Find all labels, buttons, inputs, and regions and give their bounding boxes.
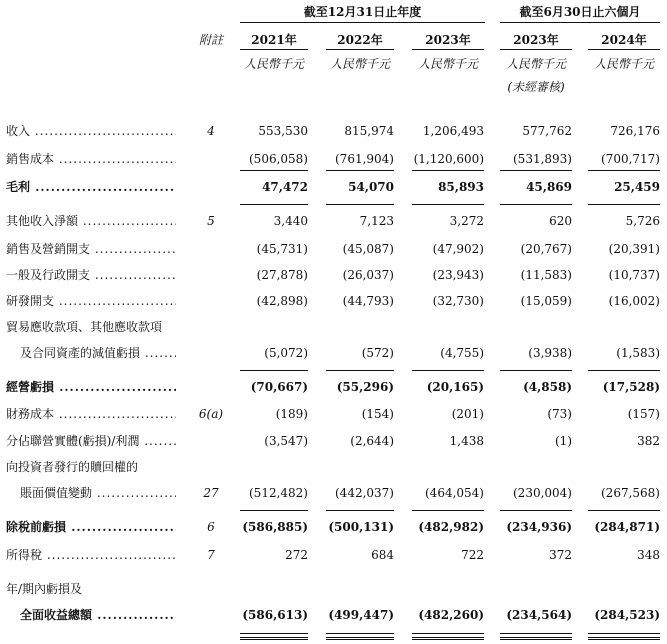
- row-value: (267,568): [601, 486, 660, 500]
- row-value: (17,528): [602, 380, 660, 394]
- row-value: (10,737): [608, 268, 660, 282]
- row-label: 年/期內虧損及: [6, 582, 83, 596]
- row-value: [496, 317, 572, 337]
- row-value: [236, 579, 308, 599]
- row-value: 45,869: [526, 180, 572, 194]
- table-row: [0, 177, 667, 197]
- row-value: [236, 317, 308, 337]
- row-note: 6(a): [198, 407, 224, 421]
- row-value: 553,530: [258, 124, 308, 138]
- row-label: 銷售成本 .....: [6, 149, 176, 169]
- row-value: 815,974: [344, 124, 394, 138]
- total-rule: [500, 370, 572, 371]
- row-value: (154): [361, 407, 394, 421]
- row-value: (20,391): [608, 242, 660, 256]
- table-row: [0, 239, 667, 259]
- row-value: 3,272: [449, 214, 484, 228]
- total-rule: [588, 639, 660, 640]
- row-label: 一般及行政開支 .....: [6, 265, 176, 285]
- total-rule: [412, 204, 484, 205]
- row-value: 620: [549, 214, 572, 228]
- row-note: 7: [207, 548, 215, 562]
- row-value: (506,058): [249, 152, 308, 166]
- total-rule: [588, 170, 660, 171]
- unit-label: 人民幣千元: [505, 57, 566, 71]
- row-value: [584, 457, 660, 477]
- table-row: [0, 121, 667, 141]
- note-column-header: 附註: [198, 33, 223, 47]
- row-value: (284,523): [594, 608, 660, 622]
- table-row: [0, 579, 667, 599]
- row-value: 382: [637, 434, 660, 448]
- row-value: (70,667): [250, 380, 308, 394]
- row-value: (32,730): [432, 294, 484, 308]
- row-value: 7,123: [359, 214, 394, 228]
- row-value: (442,037): [335, 486, 394, 500]
- row-value: (23,943): [432, 268, 484, 282]
- total-rule: [412, 510, 484, 511]
- total-rule: [326, 370, 394, 371]
- row-label: 銷售及營銷開支 .....: [6, 239, 176, 259]
- row-value: (15,059): [520, 294, 572, 308]
- unit-label: 人民幣千元: [243, 57, 304, 71]
- total-rule: [588, 370, 660, 371]
- row-value: 577,762: [522, 124, 572, 138]
- table-row: [0, 149, 667, 169]
- row-label: 全面收益總額 .....: [20, 605, 176, 625]
- table-row: [0, 483, 667, 503]
- row-value: [322, 457, 394, 477]
- total-rule: [240, 204, 308, 205]
- row-label: 賬面價值變動 .....: [20, 483, 176, 503]
- unit-label: 人民幣千元: [329, 57, 390, 71]
- row-value: [496, 579, 572, 599]
- total-rule: [326, 633, 394, 634]
- row-value: (1,583): [616, 346, 660, 360]
- row-value: (512,482): [249, 486, 308, 500]
- year-header-2023-half: 2023年: [513, 33, 559, 47]
- row-note: 27: [203, 486, 219, 500]
- total-rule: [588, 637, 660, 638]
- row-value: (44,793): [342, 294, 394, 308]
- row-label: 研發開支 .....: [6, 291, 176, 311]
- row-value: (234,564): [506, 608, 572, 622]
- table-row: [0, 291, 667, 311]
- row-value: [236, 457, 308, 477]
- year-header-2023: 2023年: [425, 33, 471, 47]
- row-value: (2,644): [350, 434, 394, 448]
- row-label: 向投資者發行的贖回權的: [6, 460, 139, 474]
- row-value: (73): [547, 407, 572, 421]
- table-row: [0, 404, 667, 424]
- row-value: (500,131): [328, 520, 394, 534]
- row-value: [584, 579, 660, 599]
- row-value: 47,472: [262, 180, 308, 194]
- row-label: 所得稅 .....: [6, 545, 176, 565]
- table-row: [0, 265, 667, 285]
- row-value: (5,072): [264, 346, 308, 360]
- total-rule: [412, 639, 484, 640]
- row-label: 貿易應收款項、其他應收款項: [6, 320, 163, 334]
- total-rule: [240, 633, 308, 634]
- table-row: [0, 457, 667, 477]
- table-row: [0, 605, 667, 625]
- row-value: (20,767): [520, 242, 572, 256]
- row-value: 272: [285, 548, 308, 562]
- row-value: (586,885): [242, 520, 308, 534]
- year-rule: [240, 49, 308, 50]
- row-value: 726,176: [610, 124, 660, 138]
- row-note: 4: [207, 124, 215, 138]
- row-value: (499,447): [328, 608, 394, 622]
- total-rule: [240, 170, 308, 171]
- total-rule: [588, 204, 660, 205]
- row-label: 分佔聯營實體(虧損)/利潤 .....: [6, 431, 176, 451]
- total-rule: [326, 204, 394, 205]
- row-value: (3,547): [264, 434, 308, 448]
- total-rule: [500, 204, 572, 205]
- unit-label: 人民幣千元: [593, 57, 654, 71]
- row-value: (189): [275, 407, 308, 421]
- row-value: (761,904): [335, 152, 394, 166]
- table-row: [0, 343, 667, 363]
- year-rule: [326, 49, 394, 50]
- row-value: (531,893): [513, 152, 572, 166]
- total-rule: [500, 170, 572, 171]
- row-value: (26,037): [342, 268, 394, 282]
- row-value: (464,054): [425, 486, 484, 500]
- row-value: (1): [555, 434, 572, 448]
- table-row: [0, 431, 667, 451]
- row-label: 毛利 .....: [6, 177, 176, 197]
- row-value: 1,206,493: [422, 124, 484, 138]
- year-header-2021: 2021年: [251, 33, 297, 47]
- total-rule: [326, 170, 394, 171]
- row-value: 54,070: [348, 180, 394, 194]
- row-value: (4,858): [523, 380, 572, 394]
- total-rule: [326, 639, 394, 640]
- row-value: (20,165): [426, 380, 484, 394]
- row-value: (3,938): [528, 346, 572, 360]
- row-value: (482,260): [418, 608, 484, 622]
- period-header-year: 截至12月31日止年度: [303, 5, 422, 19]
- total-rule: [412, 170, 484, 171]
- row-value: [408, 457, 484, 477]
- row-label: 財務成本 .....: [6, 404, 176, 424]
- total-rule: [240, 639, 308, 640]
- row-value: 1,438: [449, 434, 484, 448]
- row-value: 684: [371, 548, 394, 562]
- table-row: [0, 545, 667, 565]
- unaudited-label: (未經審核): [507, 80, 565, 94]
- row-value: (700,717): [601, 152, 660, 166]
- year-rule: [412, 49, 484, 50]
- row-value: (47,902): [432, 242, 484, 256]
- row-label: 其他收入淨額 .....: [6, 211, 176, 231]
- table-row: [0, 317, 667, 337]
- row-value: (55,296): [336, 380, 394, 394]
- total-rule: [412, 633, 484, 634]
- total-rule: [500, 637, 572, 638]
- row-value: [408, 579, 484, 599]
- total-rule: [588, 633, 660, 634]
- row-value: (482,982): [418, 520, 484, 534]
- row-value: (157): [627, 407, 660, 421]
- row-value: 348: [637, 548, 660, 562]
- total-rule: [412, 637, 484, 638]
- table-row: [0, 211, 667, 231]
- row-value: (42,898): [256, 294, 308, 308]
- row-note: 5: [207, 214, 215, 228]
- total-rule: [326, 510, 394, 511]
- row-value: 85,893: [438, 180, 484, 194]
- period-header-half-rule: [500, 22, 660, 23]
- row-value: 722: [461, 548, 484, 562]
- table-row: [0, 517, 667, 537]
- row-value: (16,002): [608, 294, 660, 308]
- row-value: [322, 579, 394, 599]
- total-rule: [240, 637, 308, 638]
- row-value: [322, 317, 394, 337]
- row-value: (27,878): [256, 268, 308, 282]
- unit-label: 人民幣千元: [417, 57, 478, 71]
- row-value: 25,459: [614, 180, 660, 194]
- row-label: 經營虧損 .....: [6, 377, 176, 397]
- row-value: (11,583): [520, 268, 572, 282]
- total-rule: [240, 370, 308, 371]
- row-note: 6: [207, 520, 215, 534]
- year-header-2024-half: 2024年: [601, 33, 647, 47]
- total-rule: [326, 637, 394, 638]
- row-value: (572): [361, 346, 394, 360]
- total-rule: [588, 510, 660, 511]
- row-value: (4,755): [440, 346, 484, 360]
- year-rule: [500, 49, 572, 50]
- period-header-year-rule: [240, 22, 485, 23]
- row-value: (45,087): [342, 242, 394, 256]
- period-header-half: 截至6月30日止六個月: [519, 5, 641, 19]
- total-rule: [240, 510, 308, 511]
- year-header-2022: 2022年: [337, 33, 383, 47]
- table-row: [0, 377, 667, 397]
- row-value: (234,936): [506, 520, 572, 534]
- total-rule: [500, 510, 572, 511]
- row-value: [584, 317, 660, 337]
- row-value: (45,731): [256, 242, 308, 256]
- total-rule: [412, 370, 484, 371]
- row-label: 除稅前虧損 .....: [6, 517, 176, 537]
- row-value: [496, 457, 572, 477]
- row-value: 5,726: [625, 214, 660, 228]
- row-label: 及合同資產的減值虧損 .....: [20, 343, 176, 363]
- total-rule: [500, 639, 572, 640]
- row-value: (1,120,600): [413, 152, 484, 166]
- row-value: (201): [451, 407, 484, 421]
- year-rule: [588, 49, 660, 50]
- total-rule: [500, 633, 572, 634]
- row-value: 372: [549, 548, 572, 562]
- row-value: (586,613): [242, 608, 308, 622]
- row-value: (284,871): [594, 520, 660, 534]
- row-value: (230,004): [513, 486, 572, 500]
- row-value: [408, 317, 484, 337]
- row-label: 收入 .....: [6, 121, 176, 141]
- row-value: 3,440: [273, 214, 308, 228]
